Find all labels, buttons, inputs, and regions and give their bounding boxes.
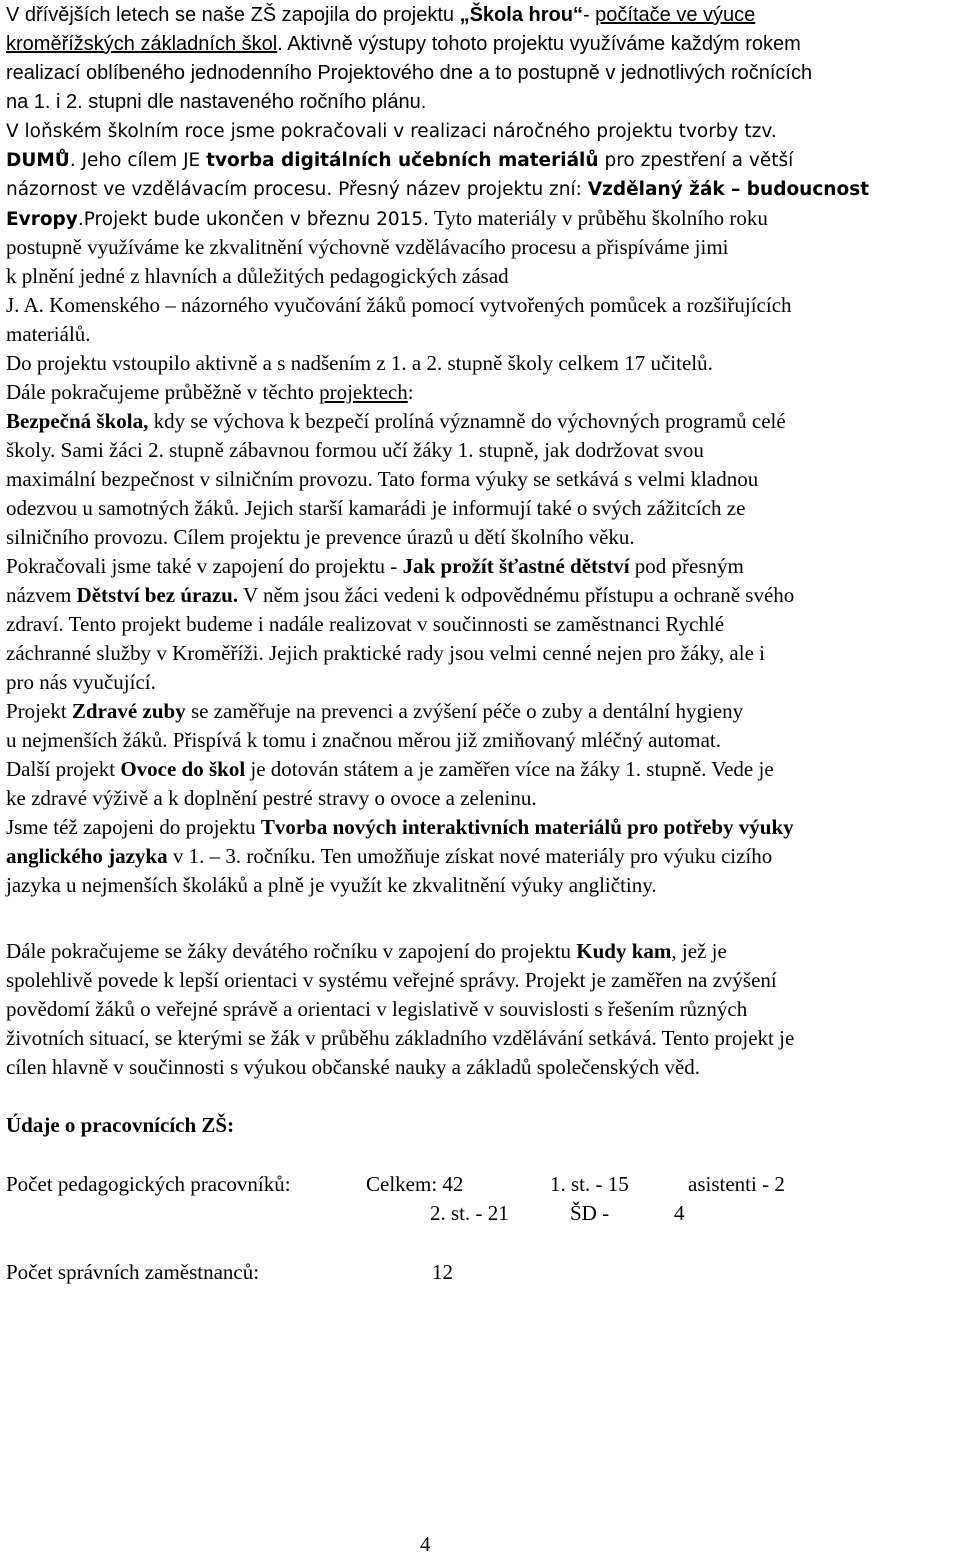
text-run: je dotován státem a je zaměřen více na žáky 1. stupně. Vede je: [245, 757, 774, 781]
text-line: životních situací, se kterými se žák v průběhu základního vzdělávání setkává. Tento projekt je: [6, 1026, 795, 1050]
page-number: 4: [420, 1532, 431, 1556]
underlined-text: projektech: [319, 380, 408, 404]
text-run: , jež je: [671, 939, 727, 963]
section-heading: Údaje o pracovnících ZŠ:: [6, 1113, 235, 1137]
project-name: Kudy kam: [576, 939, 672, 963]
text-line: [6, 842, 772, 871]
text-line: [6, 581, 794, 610]
ped-staff-label: Počet pedagogických pracovníků:: [6, 1172, 291, 1196]
ped-staff-sd-label: ŠD -: [570, 1201, 610, 1225]
text-line: školy. Sami žáci 2. stupně zábavnou formou učí žáky 1. stupně, jak dodržovat svou: [6, 438, 704, 462]
text-run: názornost ve vzdělávacím procesu: [6, 179, 327, 200]
text-run: Další projekt: [6, 757, 121, 781]
text-line: odezvou u samotných žáků. Jejich starší kamarádi je informují také o svých zážitcích ze: [6, 496, 746, 520]
text-line: pro nás vyučující.: [6, 670, 156, 694]
project-name: Ovoce do škol: [120, 757, 246, 781]
text-line: zdraví. Tento projekt budeme i nadále realizovat v součinnosti se zaměstnanci Rychlé: [6, 612, 725, 636]
text-line: Do projektu vstoupilo aktivně a s nadšením z 1. a 2. stupně školy celkem 17 učitelů.: [6, 351, 713, 375]
text-run: kdy se výchova k bezpečí prolíná významně do výchovných programů celé: [148, 409, 786, 433]
text-line: [6, 1, 755, 30]
text-line: J. A. Komenského – názorného vyučování žáků pomocí vytvořených pomůcek a rozšiřujících: [6, 293, 792, 317]
project-name: Tvorba nových interaktivních materiálů pro potřeby výuky: [260, 815, 794, 839]
text-line: na 1. i 2. stupni dle nastaveného ročního plánu.: [6, 91, 427, 113]
text-run: v 1. – 3. ročníku. Ten umožňuje získat nové materiály pro výuku cizího: [167, 844, 773, 868]
text-run: Projekt: [6, 699, 72, 723]
bold-text: Vzdělaný žák – budoucnost: [587, 179, 870, 200]
text-run: pod přesným: [629, 554, 744, 578]
text-line: záchranné služby v Kroměříži. Jejich praktické rady jsou velmi cenné nejen pro žáky, ale i: [6, 641, 765, 665]
text-run: názvem: [6, 583, 77, 607]
admin-staff-value: 12: [432, 1260, 453, 1284]
ped-staff-st2: 2. st. - 21: [430, 1201, 509, 1225]
text-line: postupně využíváme ke zkvalitnění výchovně vzdělávacího procesu a přispíváme jimi: [6, 235, 729, 259]
text-run: V dřívějších letech se naše ZŠ zapojila do projektu: [6, 4, 460, 26]
admin-staff-label: Počet správních zaměstnanců:: [6, 1260, 260, 1284]
text-run: Jsme též zapojeni do projektu: [6, 815, 261, 839]
text-line: [6, 30, 801, 59]
text-line: V loňském školním roce jsme pokračovali v realizaci náročného projektu tvorby tzv.: [6, 121, 777, 142]
text-run: .Projekt bude ukončen v březnu 2015.: [77, 209, 430, 230]
text-line: silničního provozu. Cílem projektu je prevence úrazů u dětí školního věku.: [6, 525, 635, 549]
text-run: -: [582, 4, 596, 26]
text-line: ke zdravé výživě a k doplnění pestré stravy o ovoce a zeleninu.: [6, 786, 537, 810]
text-line: u nejmenších žáků. Přispívá k tomu i značnou měrou již zmiňovaný mléčný automat.: [6, 728, 721, 752]
text-line: [6, 204, 768, 234]
project-name: „Škola hrou“: [459, 4, 583, 26]
bold-text: Evropy: [6, 209, 78, 230]
text-line: povědomí žáků o veřejné správě a orientaci v legislativě v souvislosti s řešením různých: [6, 997, 748, 1021]
text-run: Dále pokračujeme průběžně v těchto: [6, 380, 320, 404]
project-name: Zdravé zuby: [71, 699, 186, 723]
text-run: Pokračovali jsme také v zapojení do projektu -: [6, 554, 403, 578]
text-run: . Jeho cílem JE: [69, 150, 207, 171]
ped-staff-st1: 1. st. - 15: [550, 1172, 629, 1196]
text-line: [6, 697, 743, 726]
project-name: Dětství bez úrazu.: [76, 583, 239, 607]
text-line: [6, 146, 793, 175]
text-line: [6, 813, 794, 842]
text-run: . Aktivně výstupy tohoto projektu využíváme každým rokem: [277, 33, 801, 55]
ped-staff-total: Celkem: 42: [366, 1172, 464, 1196]
text-line: [6, 755, 774, 784]
text-line: [6, 552, 744, 581]
text-line: jazyka u nejmenších školáků a plně je využít ke zkvalitnění výuky angličtiny.: [6, 873, 657, 897]
text-run: Dále pokračujeme se žáky devátého ročníku v zapojení do projektu: [6, 939, 577, 963]
text-line: spolehlivě povede k lepší orientaci v systému veřejné správy. Projekt je zaměřen na zvýšení: [6, 968, 777, 992]
text-line: k plnění jedné z hlavních a důležitých pedagogických zásad: [6, 264, 509, 288]
text-line: [6, 378, 414, 407]
bold-text: DUMŮ: [6, 150, 70, 171]
project-name: Bezpečná škola,: [6, 409, 149, 433]
text-line: realizací oblíbeného jednodenního Projektového dne a to postupně v jednotlivých ročnících: [6, 62, 813, 84]
underlined-text: kroměřížských základních škol: [6, 33, 278, 55]
text-run: Tyto materiály v průběhu školního roku: [429, 206, 768, 230]
project-name: anglického jazyka: [6, 844, 168, 868]
text-line: [6, 407, 786, 436]
text-run: . Přesný název projektu zní:: [326, 179, 588, 200]
text-run: :: [407, 380, 414, 404]
text-run: V něm jsou žáci vedeni k odpovědnému přístupu a ochraně svého: [238, 583, 795, 607]
text-line: materiálů.: [6, 322, 91, 346]
ped-staff-sd-value: 4: [674, 1201, 685, 1225]
text-line: [6, 937, 727, 966]
bold-text: tvorba digitálních učebních materiálů: [206, 150, 599, 171]
underlined-text: počítače ve výuce: [595, 4, 756, 26]
text-line: [6, 175, 869, 204]
ped-staff-assistants: asistenti - 2: [688, 1172, 785, 1196]
text-run: pro zpestření a větší: [598, 150, 794, 171]
text-run: se zaměřuje na prevenci a zvýšení péče o zuby a dentální hygieny: [185, 699, 744, 723]
text-line: maximální bezpečnost v silničním provozu. Tato forma výuky se setkává s velmi kladnou: [6, 467, 759, 491]
text-line: cílen hlavně v součinnosti s výukou občanské nauky a základů společenských věd.: [6, 1055, 700, 1079]
project-name: Jak prožít šťastné dětství: [402, 554, 630, 578]
